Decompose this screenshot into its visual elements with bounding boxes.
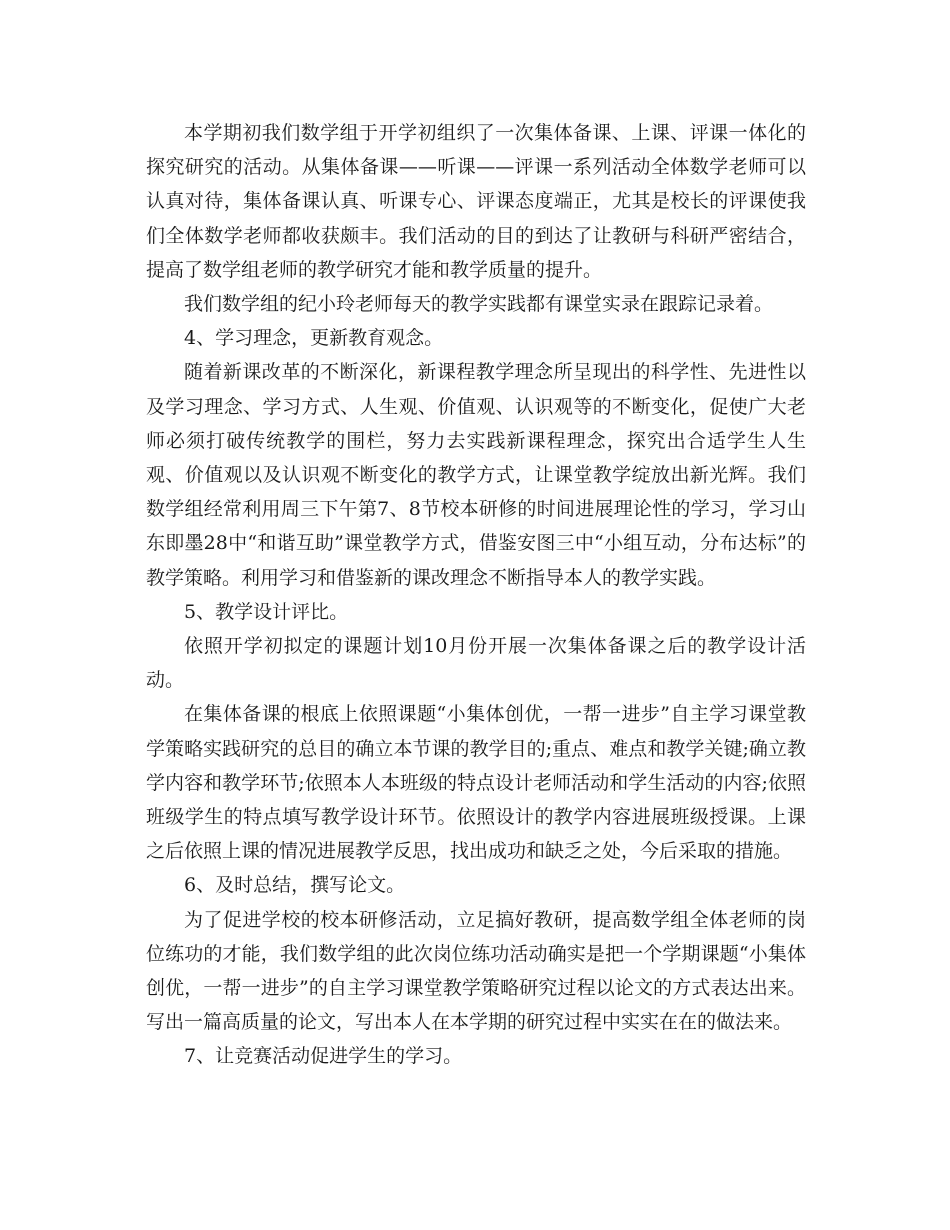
paragraph-october-plan: 依照开学初拟定的课题计划10月份开展一次集体备课之后的教学设计活动。 [146,635,806,692]
document-body [146,116,806,1074]
paragraph-collective-lesson-activity: 本学期初我们数学组于开学初组织了一次集体备课、上课、评课一体化的探究研究的活动。从集体备课——听课——评课一系列活动全体数学老师可以认真对待，集体备课认真、听课专心、评课态度端正，尤其是校长的评课使我们全体数学老师都收获颇丰。我们活动的目的到达了让教研与科研严密结合，提高了数学组老师的教学研究才能和教学质量的提升。 [146,122,806,281]
paragraph-paper-writing: 为了促进学校的校本研修活动，立足搞好教研，提高数学组全体老师的岗位练功的才能，我们数学组的此次岗位练功活动确实是把一个学期课题“小集体创优，一帮一进步”的自主学习课堂教学策略研究过程以论文的方式表达出来。写出一篇高质量的论文，写出本人在本学期的研究过程中实实在在的做法来。 [146,908,806,1034]
heading-7-competitions: 7、让竞赛活动促进学生的学习。 [184,1045,463,1068]
paragraph-curriculum-reform: 随着新课改革的不断深化，新课程教学理念所呈现出的科学性、先进性以及学习理念、学习方式、人生观、价值观、认识观等的不断变化，促使广大老师必须打破传统教学的围栏，努力去实践新课程理念，探究出合适学生人生观、价值观以及认识观不断变化的教学方式，让课堂教学绽放出新光辉。我们数学组经常利用周三下午第7、8节校本研修的时间进展理论性的学习，学习山东即墨28中“和谐互助”课堂教学方式，借鉴安图三中“小组互动，分布达标”的教学策略。利用学习和借鉴新的课改理念不断指导本人的教学实践。 [146,361,806,589]
heading-6-summary-papers: 6、及时总结，撰写论文。 [184,874,406,897]
paragraph-design-process: 在集体备课的根底上依照课题“小集体创优，一帮一进步”自主学习课堂教学策略实践研究的总目的确立本节课的教学目的;重点、难点和教学关键;确立教学内容和教学环节;依照本人本班级的特点设计老师活动和学生活动的内容;依照班级学生的特点填写教学设计环节。依照设计的教学内容进展班级授课。上课之后依照上课的情况进展教学反思，找出成功和缺乏之处，今后采取的措施。 [146,703,806,863]
paragraph-teacher-record: 我们数学组的纪小玲老师每天的教学实践都有课堂实录在跟踪记录着。 [184,293,774,316]
heading-4-learning-concepts: 4、学习理念，更新教育观念。 [184,327,444,350]
heading-5-design-evaluation: 5、教学设计评比。 [184,600,349,623]
